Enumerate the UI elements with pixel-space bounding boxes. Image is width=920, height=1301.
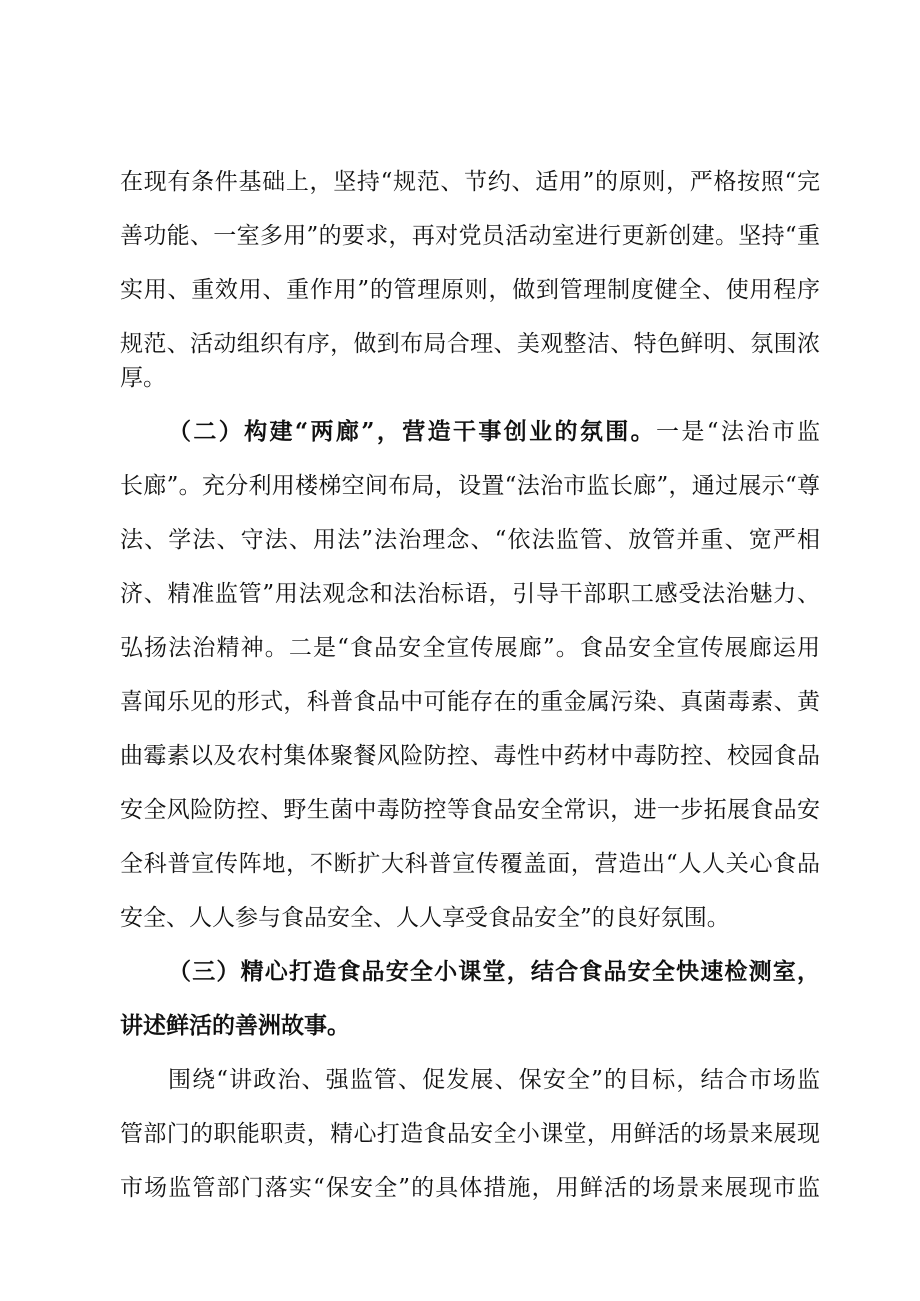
- paragraph-line: 安全风险防控、野生菌中毒防控等食品安全常识，进一步拓展食品安: [120, 797, 820, 823]
- heading-tail-text: 一是“法治市监: [655, 419, 820, 445]
- paragraph-line: 法、学法、守法、用法”法治理念、“依法监管、放管并重、宽严相: [120, 527, 820, 553]
- paragraph-line: 济、精准监管”用法观念和法治标语，引导干部职工感受法治魅力、: [120, 581, 820, 607]
- paragraph-line: 安全、人人参与食品安全、人人享受食品安全”的良好氛围。: [120, 905, 730, 931]
- paragraph-line: 曲霉素以及农村集体聚餐风险防控、毒性中药材中毒防控、校园食品: [120, 743, 820, 769]
- paragraph-line: 规范、活动组织有序，做到布局合理、美观整洁、特色鲜明、氛围浓: [120, 331, 820, 357]
- paragraph-line: 长廊”。充分利用楼梯空间布局，设置“法治市监长廊”，通过展示“尊: [120, 473, 820, 499]
- paragraph-line: 喜闻乐见的形式，科普食品中可能存在的重金属污染、真菌毒素、黄: [120, 689, 820, 715]
- paragraph-line: 管部门的职能职责，精心打造食品安全小课堂，用鲜活的场景来展现: [120, 1121, 820, 1147]
- paragraph-line: 善功能、一室多用”的要求，再对党员活动室进行更新创建。坚持“重: [120, 223, 820, 249]
- section-heading: （三）精心打造食品安全小课堂，结合食品安全快速检测室，: [168, 958, 820, 985]
- paragraph-line: 围绕“讲政治、强监管、促发展、保安全”的目标，结合市场监: [168, 1067, 820, 1093]
- section-heading-line: [168, 412, 820, 452]
- paragraph-line: 厚。: [120, 365, 166, 391]
- paragraph-line: 全科普宣传阵地，不断扩大科普宣传覆盖面，营造出“人人关心食品: [120, 851, 820, 877]
- section-heading: 讲述鲜活的善洲故事。: [120, 1012, 350, 1039]
- paragraph-line: 市场监管部门落实“保安全”的具体措施，用鲜活的场景来展现市监: [120, 1175, 820, 1201]
- section-heading: （二）构建“两廊”，营造干事创业的氛围。: [168, 418, 656, 445]
- paragraph-line: 实用、重效用、重作用”的管理原则，做到管理制度健全、使用程序: [120, 277, 820, 303]
- paragraph-line: 在现有条件基础上，坚持“规范、节约、适用”的原则，严格按照“完: [120, 169, 820, 195]
- paragraph-line: 弘扬法治精神。二是“食品安全宣传展廊”。食品安全宣传展廊运用: [120, 635, 820, 661]
